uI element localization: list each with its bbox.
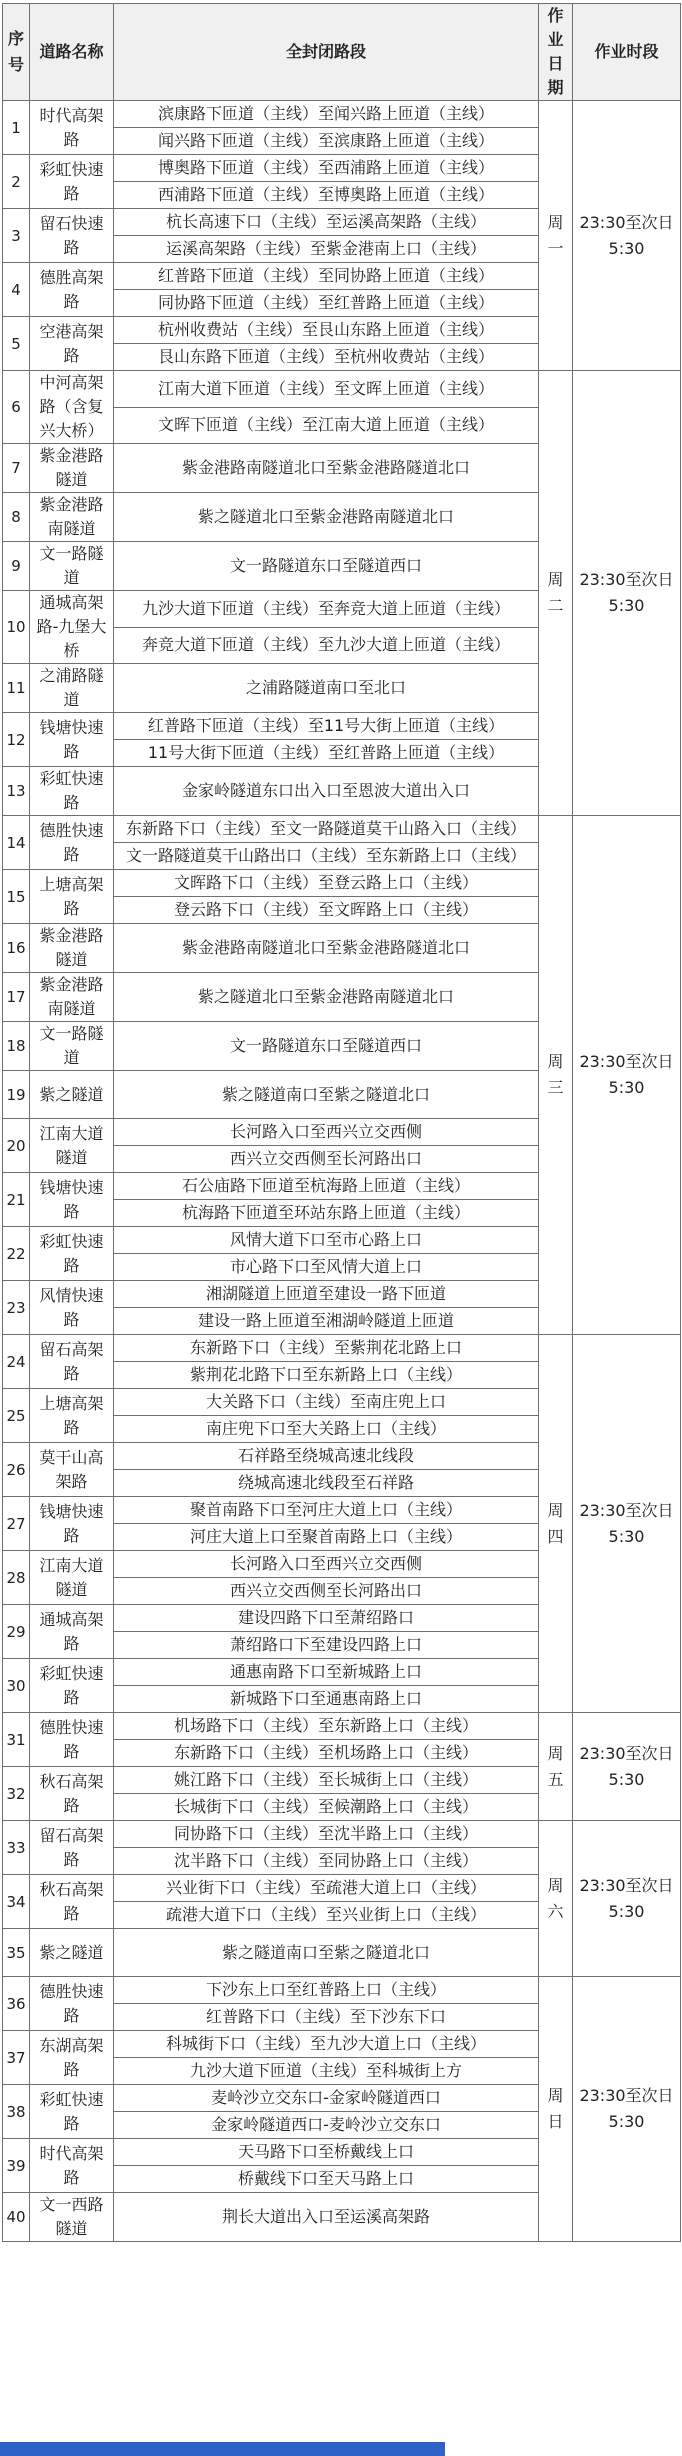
bottom-scrollbar[interactable] [0,2442,682,2456]
closure-segment: 紫之隧道南口至紫之隧道北口 [114,1929,539,1977]
closure-segment: 西兴立交西侧至长河路出口 [114,1578,539,1605]
road-name: 钱塘快速路 [30,1173,114,1227]
closure-segment: 杭海路下匝道至环站东路上匝道（主线） [114,1200,539,1227]
road-name: 东湖高架路 [30,2031,114,2085]
road-name: 紫之隧道 [30,1929,114,1977]
closure-segment: 文晖路下口（主线）至登云路上口（主线） [114,870,539,897]
closure-segment: 西兴立交西侧至长河路出口 [114,1146,539,1173]
closure-segment: 麦岭沙立交东口-金家岭隧道西口 [114,2085,539,2112]
closure-segment: 新城路下口至通惠南路上口 [114,1686,539,1713]
row-number: 26 [3,1443,30,1497]
road-name: 莫干山高架路 [30,1443,114,1497]
bottom-scrollbar-thumb[interactable] [0,2442,445,2456]
row-number: 13 [3,767,30,816]
row-number: 16 [3,924,30,973]
closure-segment: 紫之隧道南口至紫之隧道北口 [114,1071,539,1119]
closure-segment: 江南大道下匝道（主线）至文晖上匝道（主线） [114,371,539,408]
closure-segment: 文晖下匝道（主线）至江南大道上匝道（主线） [114,407,539,444]
closure-segment: 金家岭隧道西口-麦岭沙立交东口 [114,2112,539,2139]
closure-segment: 桥戴线下口至天马路上口 [114,2166,539,2193]
row-number: 20 [3,1119,30,1173]
road-name: 德胜快速路 [30,816,114,870]
closure-segment: 滨康路下匝道（主线）至闻兴路上匝道（主线） [114,101,539,128]
row-number: 22 [3,1227,30,1281]
road-name: 时代高架路 [30,101,114,155]
row-number: 8 [3,493,30,542]
road-name: 秋石高架路 [30,1875,114,1929]
row-number: 35 [3,1929,30,1977]
row-number: 18 [3,1022,30,1071]
row-number: 23 [3,1281,30,1335]
road-name: 上塘高架路 [30,870,114,924]
work-day: 周四 [539,1335,573,1713]
row-number: 4 [3,263,30,317]
closure-segment: 金家岭隧道东口出入口至恩波大道出入口 [114,767,539,816]
closure-segment: 荆长大道出入口至运溪高架路 [114,2193,539,2242]
closure-segment: 长城街下口（主线）至候潮路上口（主线） [114,1794,539,1821]
closure-segment: 闻兴路下匝道（主线）至滨康路上匝道（主线） [114,128,539,155]
closure-segment: 南庄兜下口至大关路上口（主线） [114,1416,539,1443]
road-name: 紫金港路南隧道 [30,973,114,1022]
row-number: 15 [3,870,30,924]
row-number: 6 [3,371,30,444]
row-number: 33 [3,1821,30,1875]
closure-segment: 建设四路下口至萧绍路口 [114,1605,539,1632]
road-name: 紫金港路南隧道 [30,493,114,542]
row-number: 10 [3,591,30,664]
road-name: 通城高架路 [30,1605,114,1659]
work-time: 23:30至次日5:30 [573,1335,681,1713]
closure-segment: 红普路下匝道（主线）至同协路上匝道（主线） [114,263,539,290]
row-number: 5 [3,317,30,371]
closure-segment: 登云路下口（主线）至文晖路上口（主线） [114,897,539,924]
closure-segment: 东新路下口（主线）至文一路隧道莫干山路入口（主线） [114,816,539,843]
closure-segment: 兴业街下口（主线）至疏港大道上口（主线） [114,1875,539,1902]
work-time: 23:30至次日5:30 [573,371,681,816]
work-day: 周二 [539,371,573,816]
road-name: 钱塘快速路 [30,713,114,767]
closure-segment: 红普路下匝道（主线）至11号大街上匝道（主线） [114,713,539,740]
row-number: 25 [3,1389,30,1443]
closure-segment: 聚首南路下口至河庄大道上口（主线） [114,1497,539,1524]
closure-segment: 通惠南路下口至新城路上口 [114,1659,539,1686]
row-number: 30 [3,1659,30,1713]
table-body [3,101,681,2242]
closure-segment: 九沙大道下匝道（主线）至科城街上方 [114,2058,539,2085]
road-name: 德胜快速路 [30,1977,114,2031]
row-number: 17 [3,973,30,1022]
row-number: 12 [3,713,30,767]
road-name: 彩虹快速路 [30,2085,114,2139]
row-number: 14 [3,816,30,870]
work-day: 周日 [539,1977,573,2242]
closure-segment: 建设一路上匝道至湘湖岭隧道上匝道 [114,1308,539,1335]
road-name: 文一路隧道 [30,542,114,591]
closure-segment: 红普路下口（主线）至下沙东下口 [114,2004,539,2031]
row-number: 36 [3,1977,30,2031]
row-number: 1 [3,101,30,155]
table-row [3,1713,681,1740]
road-name: 通城高架路-九堡大桥 [30,591,114,664]
closure-segment: 紫之隧道北口至紫金港路南隧道北口 [114,973,539,1022]
header-day: 作业日期 [539,4,573,101]
road-name: 紫金港路隧道 [30,924,114,973]
header-road: 道路名称 [30,4,114,101]
work-time: 23:30至次日5:30 [573,101,681,371]
row-number: 29 [3,1605,30,1659]
closure-segment: 紫之隧道北口至紫金港路南隧道北口 [114,493,539,542]
closure-segment: 奔竞大道下匝道（主线）至九沙大道上匝道（主线） [114,627,539,664]
closure-segment: 湘湖隧道上匝道至建设一路下匝道 [114,1281,539,1308]
road-name: 文一路隧道 [30,1022,114,1071]
road-name: 上塘高架路 [30,1389,114,1443]
road-name: 德胜高架路 [30,263,114,317]
row-number: 27 [3,1497,30,1551]
closure-segment: 天马路下口至桥戴线上口 [114,2139,539,2166]
row-number: 31 [3,1713,30,1767]
road-name: 留石高架路 [30,1335,114,1389]
road-name: 留石高架路 [30,1821,114,1875]
closure-segment: 沈半路下口（主线）至同协路上口（主线） [114,1848,539,1875]
closure-segment: 博奥路下匝道（主线）至西浦路上匝道（主线） [114,155,539,182]
road-name: 彩虹快速路 [30,1659,114,1713]
closure-segment: 九沙大道下匝道（主线）至奔竞大道上匝道（主线） [114,591,539,628]
road-name: 紫金港路隧道 [30,444,114,493]
closure-segment: 机场路下口（主线）至东新路上口（主线） [114,1713,539,1740]
closure-segment: 同协路下匝道（主线）至红普路上匝道（主线） [114,290,539,317]
road-name: 风情快速路 [30,1281,114,1335]
work-time: 23:30至次日5:30 [573,816,681,1335]
header-segment: 全封闭路段 [114,4,539,101]
header-time: 作业时段 [573,4,681,101]
road-name: 江南大道隧道 [30,1551,114,1605]
work-day: 周六 [539,1821,573,1977]
road-name: 留石快速路 [30,209,114,263]
road-name: 之浦路隧道 [30,664,114,713]
closure-segment: 杭长高速下口（主线）至运溪高架路（主线） [114,209,539,236]
row-number: 19 [3,1071,30,1119]
road-closure-table [2,3,681,2242]
road-name: 秋石高架路 [30,1767,114,1821]
closure-segment: 石公庙路下匝道至杭海路上匝道（主线） [114,1173,539,1200]
closure-segment: 紫荆花北路下口至东新路上口（主线） [114,1362,539,1389]
closure-segment: 石祥路至绕城高速北线段 [114,1443,539,1470]
row-number: 24 [3,1335,30,1389]
row-number: 3 [3,209,30,263]
closure-segment: 之浦路隧道南口至北口 [114,664,539,713]
row-number: 11 [3,664,30,713]
closure-segment: 下沙东上口至红普路上口（主线） [114,1977,539,2004]
closure-segment: 紫金港路南隧道北口至紫金港路隧道北口 [114,444,539,493]
work-day: 周一 [539,101,573,371]
closure-segment: 艮山东路下匝道（主线）至杭州收费站（主线） [114,344,539,371]
closure-segment: 河庄大道上口至聚首南路上口（主线） [114,1524,539,1551]
closure-segment: 姚江路下口（主线）至长城街上口（主线） [114,1767,539,1794]
closure-segment: 长河路入口至西兴立交西侧 [114,1119,539,1146]
row-number: 21 [3,1173,30,1227]
closure-segment: 市心路下口至风情大道上口 [114,1254,539,1281]
row-number: 9 [3,542,30,591]
table-row [3,1821,681,1848]
row-number: 34 [3,1875,30,1929]
table-row [3,101,681,128]
row-number: 39 [3,2139,30,2193]
road-name: 空港高架路 [30,317,114,371]
table-row [3,1335,681,1362]
closure-segment: 长河路入口至西兴立交西侧 [114,1551,539,1578]
road-name: 文一西路隧道 [30,2193,114,2242]
work-day: 周五 [539,1713,573,1821]
work-time: 23:30至次日5:30 [573,1977,681,2242]
road-name: 彩虹快速路 [30,767,114,816]
row-number: 32 [3,1767,30,1821]
closure-segment: 西浦路下匝道（主线）至博奥路上匝道（主线） [114,182,539,209]
row-number: 7 [3,444,30,493]
closure-segment: 11号大街下匝道（主线）至红普路上匝道（主线） [114,740,539,767]
closure-segment: 运溪高架路（主线）至紫金港南上口（主线） [114,236,539,263]
closure-segment: 科城街下口（主线）至九沙大道上口（主线） [114,2031,539,2058]
closure-segment: 文一路隧道东口至隧道西口 [114,542,539,591]
closure-segment: 东新路下口（主线）至紫荆花北路上口 [114,1335,539,1362]
work-day: 周三 [539,816,573,1335]
road-name: 彩虹快速路 [30,155,114,209]
closure-segment: 杭州收费站（主线）至艮山东路上匝道（主线） [114,317,539,344]
table-row [3,816,681,843]
closure-segment: 文一路隧道东口至隧道西口 [114,1022,539,1071]
table-row [3,371,681,408]
row-number: 40 [3,2193,30,2242]
row-number: 38 [3,2085,30,2139]
work-time: 23:30至次日5:30 [573,1821,681,1977]
road-name: 紫之隧道 [30,1071,114,1119]
row-number: 2 [3,155,30,209]
closure-segment: 疏港大道下口（主线）至兴业街上口（主线） [114,1902,539,1929]
road-name: 钱塘快速路 [30,1497,114,1551]
road-name: 彩虹快速路 [30,1227,114,1281]
table-row [3,1977,681,2004]
road-name: 中河高架路（含复兴大桥） [30,371,114,444]
row-number: 28 [3,1551,30,1605]
closure-segment: 绕城高速北线段至石祥路 [114,1470,539,1497]
closure-segment: 文一路隧道莫干山路出口（主线）至东新路上口（主线） [114,843,539,870]
road-name: 德胜快速路 [30,1713,114,1767]
header-no: 序号 [3,4,30,101]
closure-segment: 东新路下口（主线）至机场路上口（主线） [114,1740,539,1767]
road-name: 时代高架路 [30,2139,114,2193]
closure-segment: 同协路下口（主线）至沈半路上口（主线） [114,1821,539,1848]
closure-segment: 萧绍路口下至建设四路上口 [114,1632,539,1659]
row-number: 37 [3,2031,30,2085]
closure-segment: 紫金港路南隧道北口至紫金港路隧道北口 [114,924,539,973]
work-time: 23:30至次日5:30 [573,1713,681,1821]
closure-segment: 大关路下口（主线）至南庄兜上口 [114,1389,539,1416]
closure-segment: 风情大道下口至市心路上口 [114,1227,539,1254]
road-name: 江南大道隧道 [30,1119,114,1173]
